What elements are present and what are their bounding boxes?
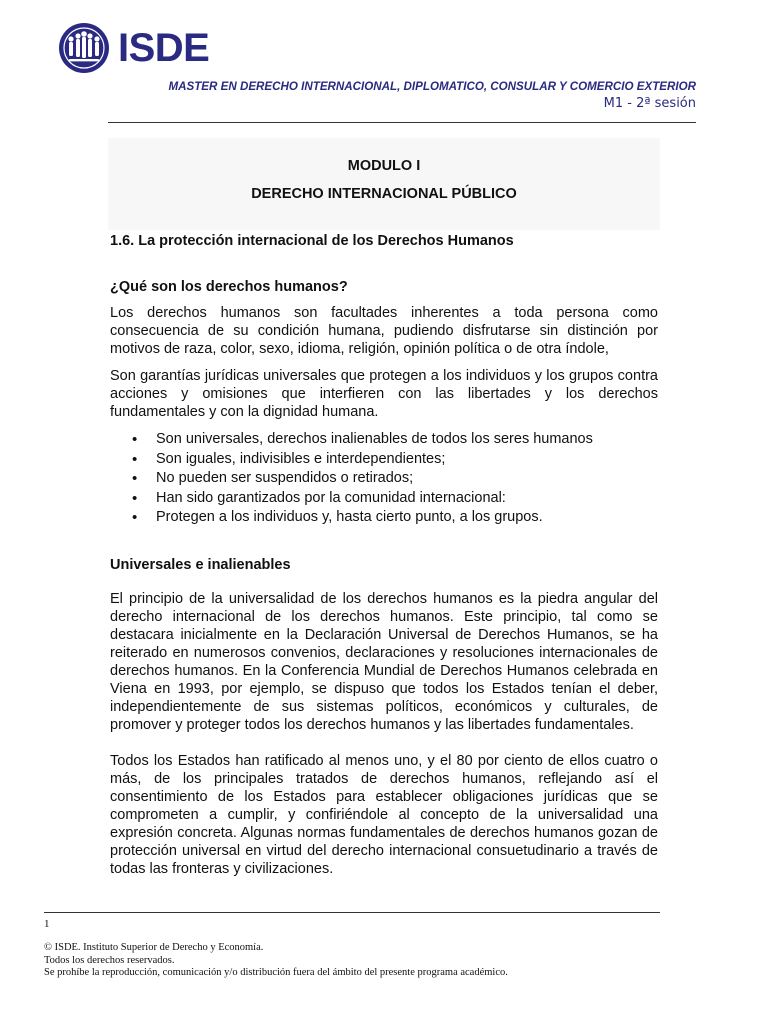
- footer-notice: [44, 942, 664, 980]
- prohibition-line: Se prohíbe la reproducción, comunicación y/o distribución fuera del ámbito del presente programa académico.: [44, 967, 508, 978]
- paragraph: El principio de la universalidad de los derechos humanos es la piedra angular del derecho internacional de los derechos humanos. Este principio, tal como se destacara inicialmente en la Declaración Universal de Derechos Humanos, se ha reiterado en numerosos convenios, declaraciones y resoluciones internacionales de derechos humanos. En la Conferencia Mundial de Derechos Humanos celebrada en Viena en 1993, por ejemplo, se dispuso que todos los Estados tenían el deber, independientemente de sus sistemas políticos, económicos y culturales, de promover y proteger todos los derechos humanos y las libertades fundamentales.: [110, 590, 658, 733]
- list-item: • Son universales, derechos inalienables de todos los seres humanos: [156, 430, 658, 450]
- list-item: • Son iguales, indivisibles e interdependientes;: [156, 450, 658, 470]
- module-subject: DERECHO INTERNACIONAL PÚBLICO: [251, 186, 517, 202]
- logo-wordmark: ISDE: [118, 26, 210, 70]
- footer-divider: [44, 912, 660, 913]
- list-item: • No pueden ser suspendidos o retirados;: [156, 469, 658, 489]
- isde-emblem-icon: [58, 22, 110, 74]
- paragraph: Todos los Estados han ratificado al menos uno, y el 80 por ciento de ellos cuatro o más, de los principales tratados de derechos humanos, reflejando así el consentimiento de los Estados para establecer obligaciones jurídicas que se comprometen a cumplir, y confiriéndole al concepto de la universalidad una expresión concreta. Algunas normas fundamentales de derechos humanos gozan de protección universal en virtud del derecho internacional consuetudinario a través de todas las fronteras y civilizaciones.: [110, 752, 658, 877]
- isde-logo: [58, 22, 209, 74]
- header-divider: [108, 122, 696, 123]
- document-body: [110, 232, 658, 878]
- rights-line: Todos los derechos reservados.: [44, 954, 175, 966]
- section-heading: 1.6. La protección internacional de los Derechos Humanos: [110, 233, 514, 249]
- page-number: 1: [44, 918, 50, 930]
- session-label: M1 - 2ª sesión: [603, 96, 696, 111]
- list-item: • Protegen a los individuos y, hasta cierto punto, a los grupos.: [156, 508, 658, 528]
- question-heading: ¿Qué son los derechos humanos?: [110, 279, 348, 295]
- copyright-line: © ISDE. Instituto Superior de Derecho y Economía.: [44, 942, 264, 953]
- subsection-heading: Universales e inalienables: [110, 556, 291, 573]
- bullet-list: [110, 430, 658, 528]
- program-title: MASTER EN DERECHO INTERNACIONAL, DIPLOMATICO, CONSULAR Y COMERCIO EXTERIOR: [168, 80, 696, 93]
- paragraph: Los derechos humanos son facultades inherentes a toda persona como consecuencia de su condición humana, pudiendo disfrutarse sin distinción por motivos de raza, color, sexo, idioma, religión, opinión política o de otra índole,: [110, 305, 658, 357]
- module-title: MODULO I: [347, 158, 421, 174]
- title-band: [108, 138, 660, 230]
- list-item: • Han sido garantizados por la comunidad internacional:: [156, 489, 658, 509]
- paragraph: Son garantías jurídicas universales que protegen a los individuos y los grupos contra acciones y omisiones que interfieren con las libertades y los derechos fundamentales y con la dignidad humana.: [110, 368, 658, 420]
